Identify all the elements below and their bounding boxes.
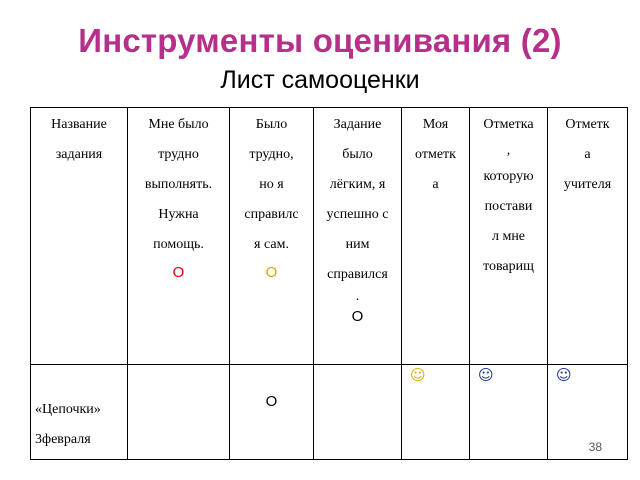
header-line: помощь. <box>153 237 204 252</box>
header-line: трудно <box>158 147 199 162</box>
cell-needed-help <box>128 365 230 460</box>
header-teacher-mark <box>548 108 628 365</box>
cell-easy-task <box>314 365 402 460</box>
cell-managed-alone <box>230 365 314 460</box>
self-assessment-table <box>30 107 628 460</box>
header-peer-mark <box>470 108 548 365</box>
page-title: Инструменты оценивания (2) <box>78 22 562 59</box>
header-line: справился <box>327 267 388 282</box>
page-number: 38 <box>588 440 602 454</box>
header-line: Задание <box>333 117 382 132</box>
header-line: успешно с <box>326 207 389 222</box>
header-row <box>31 108 628 365</box>
header-line: товарищ <box>483 259 534 274</box>
circle-mark: О <box>265 393 278 410</box>
header-line: задания <box>55 147 103 162</box>
cell-own-mark <box>402 365 470 460</box>
header-line: я сам. <box>254 237 289 252</box>
black-circle-mark: О <box>351 308 364 325</box>
task-name: «Цепочки» <box>35 402 101 417</box>
header-needed-help <box>128 108 230 365</box>
header-line: Нужна <box>158 207 199 222</box>
header-line: Отметк <box>565 117 610 132</box>
orange-circle-mark: О <box>265 264 278 281</box>
header-line: отметк <box>415 147 456 162</box>
header-line: лёгким, я <box>329 177 386 192</box>
header-line: а <box>432 177 439 192</box>
header-line: постави <box>484 199 533 214</box>
header-line: но я <box>259 177 284 192</box>
header-line: . <box>355 289 360 304</box>
task-cell <box>31 365 128 460</box>
header-line: Моя <box>422 117 449 132</box>
red-circle-mark: О <box>172 264 185 281</box>
header-line: л мне <box>491 229 526 244</box>
task-date: 3февраля <box>35 432 91 447</box>
task-label <box>35 395 101 455</box>
header-line: Мне было <box>148 117 209 132</box>
header-line: которую <box>483 169 534 184</box>
header-easy-task <box>314 108 402 365</box>
header-line: Отметка <box>483 117 534 132</box>
header-line: , <box>506 143 511 158</box>
header-line: выполнять. <box>144 177 213 192</box>
header-line: а <box>584 147 591 162</box>
header-own-mark <box>402 108 470 365</box>
smiley-icon: ☺ <box>410 366 426 384</box>
header-line: трудно, <box>249 147 294 162</box>
smiley-icon: ☺ <box>556 366 572 384</box>
header-line: ним <box>345 237 370 252</box>
header-task-name <box>31 108 128 365</box>
header-managed-alone <box>230 108 314 365</box>
header-line: было <box>342 147 373 162</box>
table-row <box>31 365 628 460</box>
header-line: учителя <box>563 177 612 192</box>
smiley-icon: ☺ <box>478 366 494 384</box>
header-line: Название <box>51 117 107 132</box>
cell-peer-mark <box>470 365 548 460</box>
header-line: справилс <box>244 207 299 222</box>
header-line: Было <box>255 117 288 132</box>
cell-teacher-mark <box>548 365 628 460</box>
page-subtitle: Лист самооценки <box>220 66 420 94</box>
